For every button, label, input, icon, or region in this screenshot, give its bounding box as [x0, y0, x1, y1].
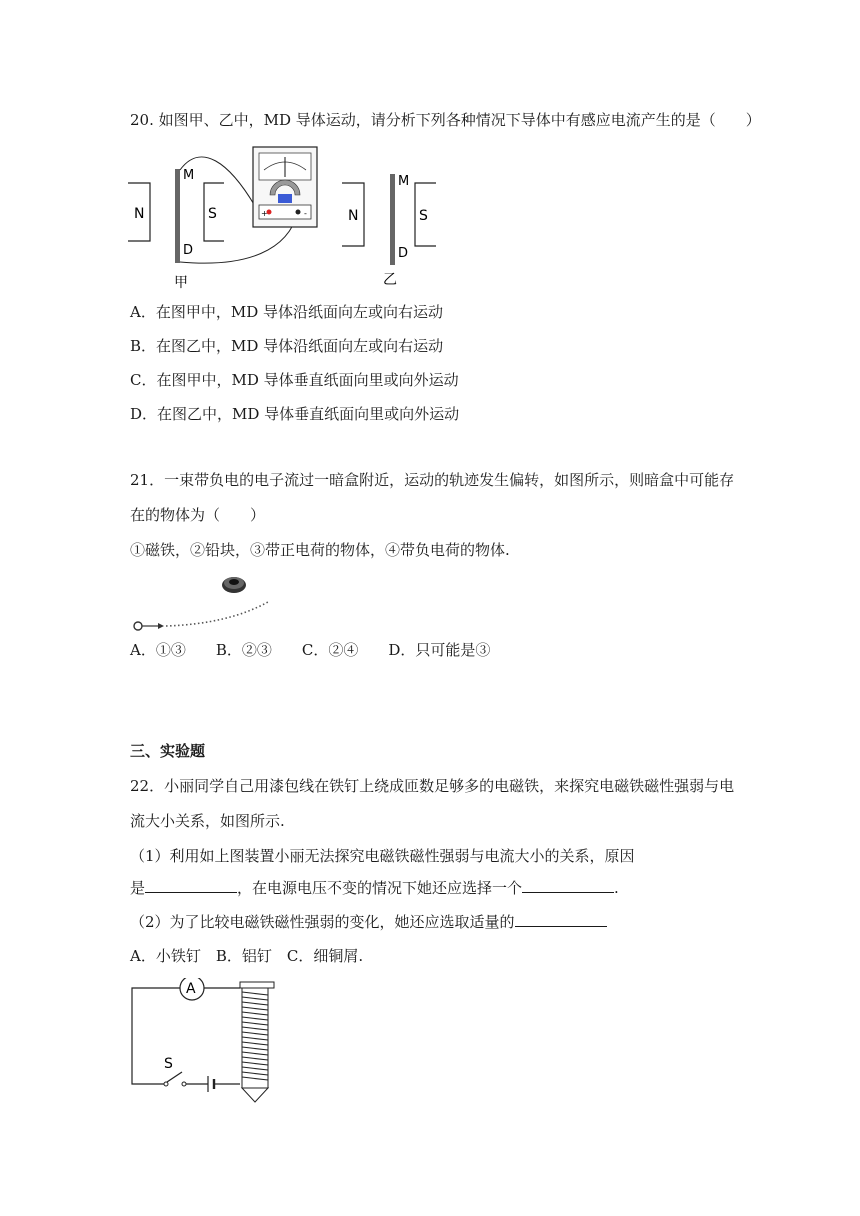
ammeter-label: A: [186, 981, 196, 997]
q22-blank-2[interactable]: [522, 878, 614, 893]
label-jia: 甲: [174, 275, 188, 290]
q21-options: A．①③ B．②③ C．②④ D．只可能是③: [130, 641, 491, 659]
ammeter-icon: [180, 978, 204, 1000]
switch-label: S: [164, 1056, 173, 1072]
magnet-yi: [342, 174, 436, 288]
q21-items: ①磁铁，②铅块，③带正电荷的物体，④带负电荷的物体.: [130, 541, 510, 559]
q22-part1-b: ，在电源电压不变的情况下她还应选择一个: [237, 879, 523, 897]
q22-part2-line: [130, 912, 607, 932]
electron-path: [166, 602, 268, 626]
q22-blank-1[interactable]: [145, 878, 237, 893]
label-m-yi: M: [398, 174, 410, 189]
label-n-jia: N: [134, 206, 145, 222]
label-s-yi: S: [419, 208, 428, 224]
electromagnet-nail-icon: [240, 982, 274, 1102]
q20-option-a: A．在图甲中，MD 导体沿纸面向左或向右运动: [130, 303, 443, 321]
q21-stem-line2: 在的物体为（ ）: [130, 506, 266, 524]
q22-stem-line1: 22．小丽同学自己用漆包线在铁钉上绕成匝数足够多的电磁铁，来探究电磁铁磁性强弱与电: [130, 777, 735, 795]
q22-stem-line2: 流大小关系，如图所示.: [130, 812, 285, 830]
q22-part1-line2: [130, 878, 619, 898]
switch-icon: [164, 1056, 208, 1086]
q22-options: A．小铁钉 B．铝钉 C．细铜屑.: [130, 947, 364, 965]
q21-stem-line1: 21．一束带负电的电子流过一暗盒附近，运动的轨迹发生偏转，如图所示，则暗盒中可能存: [130, 471, 735, 489]
q22-figure: [128, 978, 280, 1104]
q20-option-d: D．在图乙中，MD 导体垂直纸面向里或向外运动: [130, 405, 460, 423]
svg-text:+: +: [261, 209, 268, 218]
section-3-title: 三、实验题: [130, 742, 206, 760]
label-m-jia: M: [183, 168, 195, 183]
magnet-jia: [128, 168, 224, 290]
q21-figure: [128, 570, 278, 634]
q22-blank-3[interactable]: [515, 912, 607, 927]
q22-part1-a: 是: [130, 879, 146, 897]
battery-icon: [208, 1076, 220, 1092]
conductor-jia: [175, 169, 180, 263]
galvanometer: [253, 147, 317, 227]
electron-start-icon: [134, 622, 142, 630]
q22-part2: （2）为了比较电磁铁磁性强弱的变化，她还应选取适量的: [130, 913, 515, 931]
svg-text:-: -: [304, 209, 307, 218]
q20-option-c: C．在图甲中，MD 导体垂直纸面向里或向外运动: [130, 371, 459, 389]
dark-box-icon: [222, 577, 246, 593]
label-d-jia: D: [183, 243, 194, 258]
label-s-jia: S: [208, 206, 217, 222]
q20-option-b: B．在图乙中，MD 导体沿纸面向左或向右运动: [130, 337, 444, 355]
label-n-yi: N: [348, 208, 359, 224]
q22-part1-c: .: [614, 879, 619, 897]
label-d-yi: D: [398, 246, 409, 261]
q20-figure: [128, 140, 440, 290]
conductor-yi: [390, 174, 395, 265]
q20-stem: 20. 如图甲、乙中，MD 导体运动，请分析下列各种情况下导体中有感应电流产生的是（ ）: [130, 111, 761, 129]
q22-part1-line1: （1）利用如上图装置小丽无法探究电磁铁磁性强弱与电流大小的关系，原因: [130, 847, 635, 865]
label-yi: 乙: [383, 272, 397, 288]
